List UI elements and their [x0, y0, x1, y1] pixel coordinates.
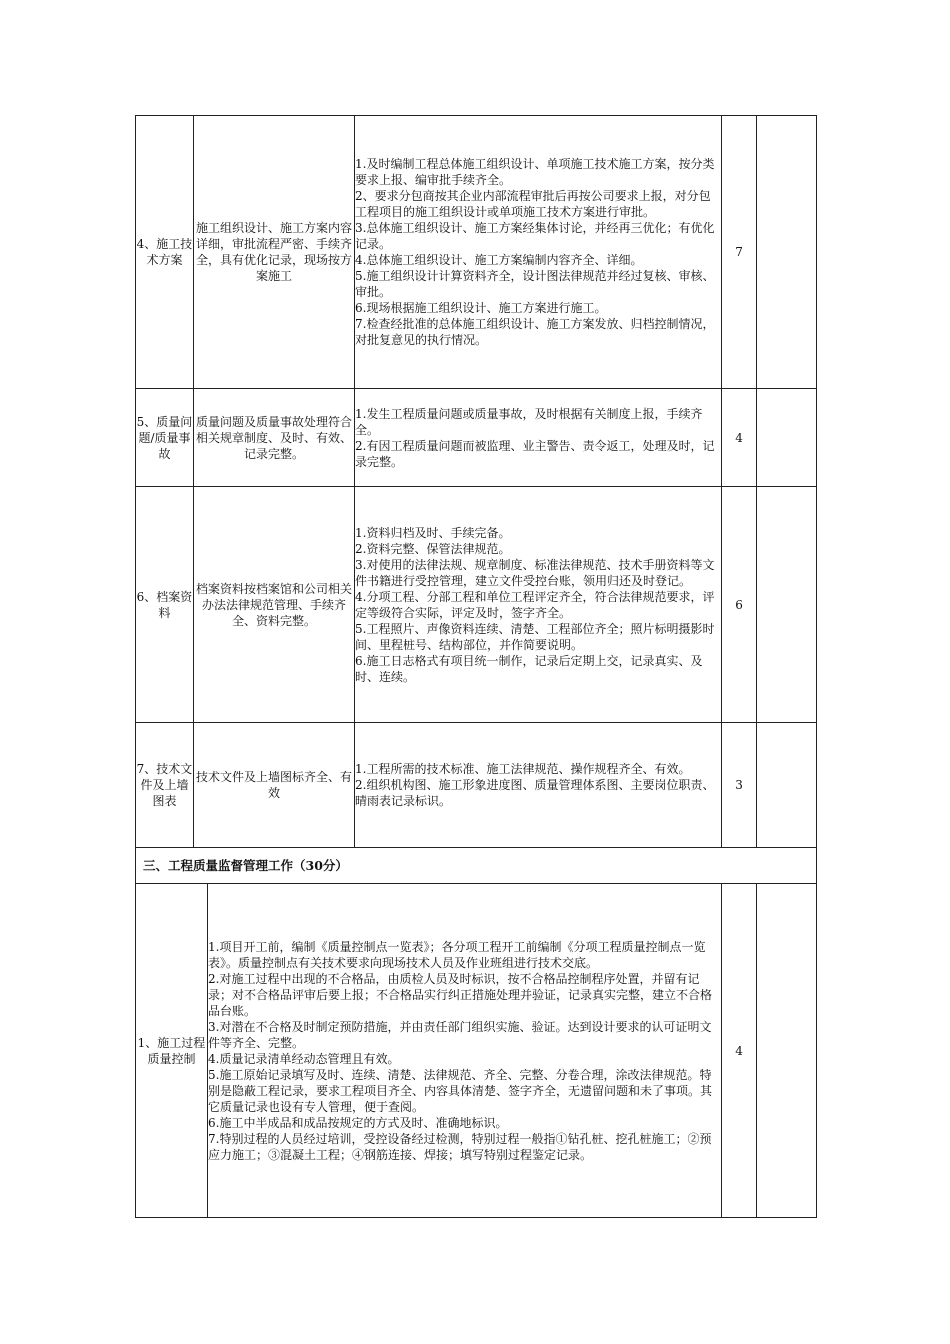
table-row [136, 884, 817, 1218]
section-header-row [136, 848, 817, 884]
blank-cell [757, 884, 817, 1218]
criteria-line: 2.组织机构图、施工形象进度图、质量管理体系图、主要岗位职责、晴雨表记录标识。 [355, 778, 715, 808]
evaluation-table [135, 115, 817, 1218]
criteria-line: 5.工程照片、声像资料连续、清楚、工程部位齐全；照片标明摄影时间、里程桩号、结构部位，并作简要说明。 [355, 621, 715, 652]
item-cell: 7、技术文件及上墙图表 [136, 723, 194, 848]
criteria-line: 4.总体施工组织设计、施工方案编制内容齐全、详细。 [355, 253, 643, 267]
table-row [136, 389, 817, 487]
criteria-line: 6.施工日志格式有项目统一制作，记录后定期上交，记录真实、及时、连续。 [355, 653, 703, 684]
blank-cell [757, 389, 817, 487]
score-cell: 4 [722, 884, 757, 1218]
criteria-line: 2.对施工过程中出现的不合格品，由质检人员及时标识，按不合格品控制程序处置，并留有记录；对不合格品评审后要上报；不合格品实行纠正措施处理并验证，记录真实完整，建立不合格品台账。 [208, 971, 713, 1018]
criteria-line: 1.发生工程质量问题或质量事故，及时根据有关制度上报，手续齐全。 [355, 406, 703, 437]
section-title: 三、工程质量监督管理工作（30分） [136, 848, 817, 884]
criteria-line: 3.总体施工组织设计、施工方案经集体讨论，并经再三优化；有优化记录。 [355, 221, 715, 251]
criteria-line: 7.特别过程的人员经过培训，受控设备经过检测，特别过程一般指①钻孔桩、挖孔桩施工；②预应力施工；③混凝土工程；④钢筋连接、焊接；填写特别过程鉴定记录。 [208, 1131, 712, 1162]
item-cell: 1、施工过程质量控制 [136, 884, 208, 1218]
criteria-cell [355, 723, 722, 848]
item-cell: 5、质量问题/质量事故 [136, 389, 194, 487]
criteria-line: 2.有因工程质量问题而被监理、业主警告、责令返工，处理及时，记录完整。 [355, 438, 715, 469]
criteria-cell [355, 487, 722, 723]
score-cell: 3 [722, 723, 757, 848]
criteria-line: 6.施工中半成品和成品按规定的方式及时、准确地标识。 [208, 1115, 508, 1130]
criteria-line: 1.及时编制工程总体施工组织设计、单项施工技术施工方案，按分类要求上报、编审批手续齐全。 [355, 157, 715, 187]
criteria-line: 5.施工原始记录填写及时、连续、清楚、法律规范、齐全、完整、分卷合理，涂改法律规范。特别是隐蔽工程记录，要求工程项目齐全、内容具体清楚、签字齐全，无遗留问题和未了事项。其它质量记录也设有专人管理，便于查阅。 [208, 1067, 713, 1114]
criteria-line: 5.施工组织设计计算资料齐全，设计图法律规范并经过复核、审核、审批。 [355, 269, 715, 299]
score-cell: 4 [722, 389, 757, 487]
table-row [136, 487, 817, 723]
criteria-line: 1.资料归档及时、手续完备。 [355, 525, 511, 540]
criteria-cell [208, 884, 722, 1218]
criteria-line: 4.质量记录清单经动态管理且有效。 [208, 1051, 400, 1066]
blank-cell [757, 116, 817, 389]
score-cell: 7 [722, 116, 757, 389]
criteria-line: 2、要求分包商按其企业内部流程审批后再按公司要求上报，对分包工程项目的施工组织设计或单项施工技术方案进行审批。 [355, 189, 711, 219]
criteria-line: 2.资料完整、保管法律规范。 [355, 541, 511, 556]
item-cell: 6、档案资料 [136, 487, 194, 723]
criteria-line: 1.项目开工前，编制《质量控制点一览表》；各分项工程开工前编制《分项工程质量控制点一览表》。质量控制点有关技术要求向现场技术人员及作业班组进行技术交底。 [208, 939, 706, 970]
requirement-cell: 质量问题及质量事故处理符合相关规章制度、及时、有效、记录完整。 [194, 389, 355, 487]
criteria-line: 1.工程所需的技术标准、施工法律规范、操作规程齐全、有效。 [355, 762, 691, 776]
table-row [136, 116, 817, 389]
requirement-cell: 施工组织设计、施工方案内容详细，审批流程严密、手续齐全，具有优化记录，现场按方案施工 [194, 116, 355, 389]
criteria-line: 4.分项工程、分部工程和单位工程评定齐全，符合法律规范要求，评定等级符合实际，评定及时，签字齐全。 [355, 589, 715, 620]
criteria-line: 3.对潜在不合格及时制定预防措施，并由责任部门组织实施、验证。达到设计要求的认可证明文件等齐全、完整。 [208, 1019, 712, 1050]
criteria-line: 6.现场根据施工组织设计、施工方案进行施工。 [355, 301, 607, 315]
blank-cell [757, 487, 817, 723]
criteria-cell [355, 116, 722, 389]
item-cell: 4、施工技术方案 [136, 116, 194, 389]
criteria-line: 3.对使用的法律法规、规章制度、标准法律规范、技术手册资料等文件书籍进行受控管理，建立文件受控台账，领用归还及时登记。 [355, 557, 715, 588]
criteria-cell [355, 389, 722, 487]
criteria-line: 7.检查经批准的总体施工组织设计、施工方案发放、归档控制情况，对批复意见的执行情况。 [355, 317, 715, 347]
blank-cell [757, 723, 817, 848]
requirement-cell: 档案资料按档案馆和公司相关办法法律规范管理、手续齐全、资料完整。 [194, 487, 355, 723]
requirement-cell: 技术文件及上墙图标齐全、有效 [194, 723, 355, 848]
table-row [136, 723, 817, 848]
score-cell: 6 [722, 487, 757, 723]
